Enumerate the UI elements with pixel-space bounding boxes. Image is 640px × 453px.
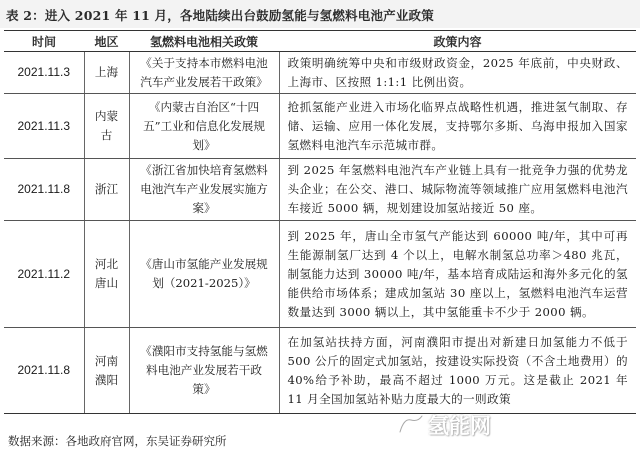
row-policy: 《关于支持本市燃料电池汽车产业发展若干政策》 [129, 52, 279, 94]
header-content: 政策内容 [279, 31, 636, 52]
policy-table [4, 30, 636, 414]
table-header-row [4, 31, 636, 52]
row-content: 在加氢站扶持方面，河南濮阳市提出对新建日加氢能力不低于 500 公斤的固定式加氢站，按建设实际投资（不含土地费用）的 40%给予补助，最高不超过 1000 万元。这是截止 2021 年 11 月全国加氢站补贴力度最大的一则政策 [279, 328, 636, 414]
row-time: 2021.11.8 [4, 159, 84, 221]
row-time: 2021.11.3 [4, 94, 84, 159]
row-region: 浙江 [84, 159, 129, 221]
watermark [398, 410, 491, 440]
row-region: 上海 [84, 52, 129, 94]
table-row [4, 328, 636, 414]
row-time: 2021.11.2 [4, 221, 84, 328]
row-region: 内蒙古 [84, 94, 129, 159]
row-content: 到 2025 年，唐山全市氢气产能达到 60000 吨/年，其中可再生能源制氢厂达到 4 个以上，电解水制氢总功率＞480 兆瓦，制氢能力达到 30000 吨/年，基本培育成陆运和海外多元化的氢能供给市场体系；建成加氢站 30 座以上，氢燃料电池汽车运营数量达到 3000 辆以上，其中氢能重卡不少于 2000 辆。 [279, 221, 636, 328]
row-policy: 《内蒙古自治区“十四五”工业和信息化发展规划》 [129, 94, 279, 159]
row-content: 到 2025 年氢燃料电池汽车产业链上具有一批竞争力强的优势龙头企业；在公交、港口、城际物流等领域推广应用氢燃料电池汽车接近 5000 辆，规划建设加氢站接近 50 座。 [279, 159, 636, 221]
table-row [4, 52, 636, 94]
watermark-text: 氢能网 [428, 414, 491, 438]
row-policy: 《唐山市氢能产业发展规划（2021-2025）》 [129, 221, 279, 328]
row-time: 2021.11.3 [4, 52, 84, 94]
row-policy: 《浙江省加快培育氢燃料电池汽车产业发展实施方案》 [129, 159, 279, 221]
header-time: 时间 [4, 31, 84, 52]
table-row [4, 221, 636, 328]
row-policy: 《濮阳市支持氢能与氢燃料电池产业发展若干政策》 [129, 328, 279, 414]
row-content: 政策明确统筹中央和市级财政资金，2025 年底前，中央财政、上海市、区按照 1:1:1 比例出资。 [279, 52, 636, 94]
table-title: 表 2：进入 2021 年 11 月，各地陆续出台鼓励氢能与氢燃料电池产业政策 [6, 8, 434, 23]
row-time: 2021.11.8 [4, 328, 84, 414]
row-content: 抢抓氢能产业进入市场化临界点战略性机遇，推进氢气制取、存储、运输、应用一体化发展，支持鄂尔多斯、乌海申报加入国家氢燃料电池汽车示范城市群。 [279, 94, 636, 159]
header-region: 地区 [84, 31, 129, 52]
header-policy: 氢燃料电池相关政策 [129, 31, 279, 52]
row-region: 河北唐山 [84, 221, 129, 328]
table-row [4, 159, 636, 221]
table-row [4, 94, 636, 159]
data-source-note: 数据来源：各地政府官网，东吴证券研究所 [8, 434, 227, 448]
watermark-logo-icon [398, 414, 424, 436]
row-region: 河南濮阳 [84, 328, 129, 414]
